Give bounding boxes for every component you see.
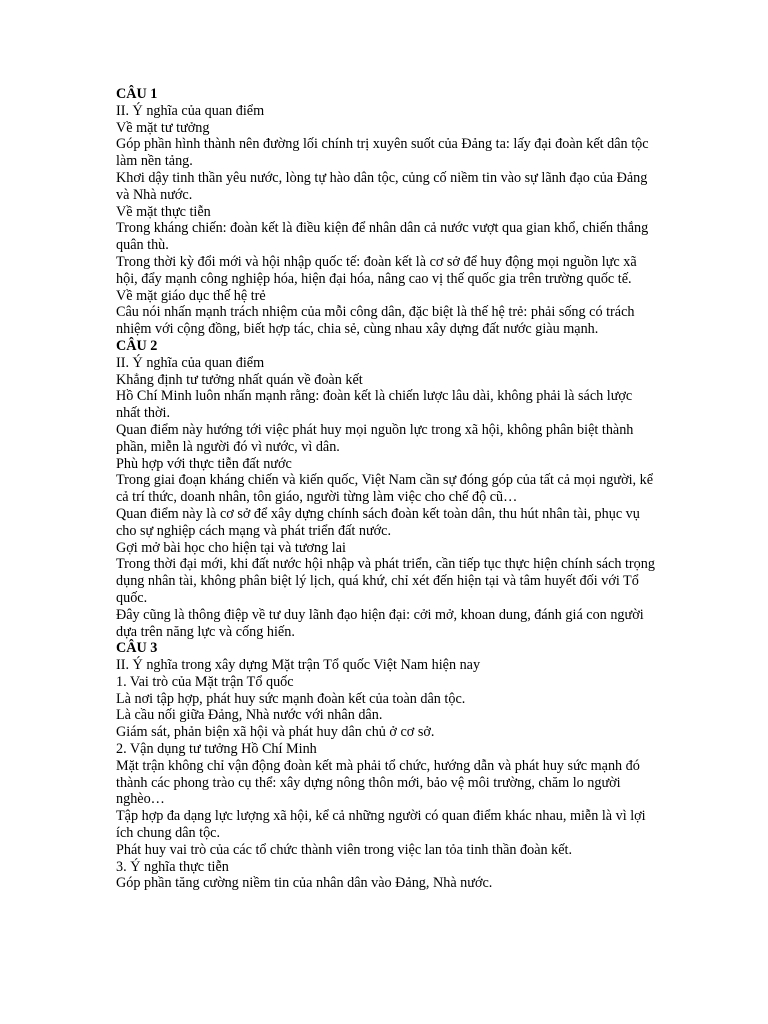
paragraph-line: Trong giai đoạn kháng chiến và kiến quốc, Việt Nam cần sự đóng góp của tất cả mọi người, kể cả trí thức, doanh nhân, tôn giáo, người từng làm việc cho chế độ cũ… [116,472,653,506]
paragraph-line: Mặt trận không chỉ vận động đoàn kết mà phải tổ chức, hướng dẫn và phát huy sức mạnh đó thành các phong trào cụ thể: xây dựng nông thôn mới, bảo vệ môi trường, chăm lo người nghèo… [116,757,640,808]
paragraph-line: Khơi dậy tinh thần yêu nước, lòng tự hào dân tộc, củng cố niềm tin vào sự lãnh đạo của Đảng và Nhà nước. [116,169,648,203]
section-heading: CÂU 2 [116,337,158,354]
document-body [116,86,656,892]
paragraph-line: Về mặt giáo dục thế hệ trẻ [116,287,266,304]
paragraph-line: Phát huy vai trò của các tổ chức thành viên trong việc lan tỏa tinh thần đoàn kết. [116,841,573,858]
paragraph-line: Giám sát, phản biện xã hội và phát huy dân chủ ở cơ sở. [116,724,435,741]
paragraph-line: Trong kháng chiến: đoàn kết là điều kiện để nhân dân cả nước vượt qua gian khổ, chiến thắng quân thù. [116,220,649,254]
paragraph-line: Về mặt tư tưởng [116,119,210,136]
paragraph-line: Quan điểm này là cơ sở để xây dựng chính sách đoàn kết toàn dân, thu hút nhân tài, phục vụ cho sự nghiệp cách mạng và phát triển đất nước. [116,505,640,539]
paragraph-line: Tập hợp đa dạng lực lượng xã hội, kể cả những người có quan điểm khác nhau, miễn là vì lợi ích chung dân tộc. [116,808,646,842]
paragraph-line: Quan điểm này hướng tới việc phát huy mọi nguồn lực trong xã hội, không phân biệt thành phần, miễn là người đó vì nước, vì dân. [116,421,634,455]
paragraph-line: II. Ý nghĩa của quan điểm [116,354,265,371]
paragraph-line: Gợi mở bài học cho hiện tại và tương lai [116,539,346,556]
paragraph-line: Là nơi tập hợp, phát huy sức mạnh đoàn kết của toàn dân tộc. [116,690,466,707]
paragraph-line: Góp phần tăng cường niềm tin của nhân dân vào Đảng, Nhà nước. [116,875,493,892]
paragraph-line: 1. Vai trò của Mặt trận Tổ quốc [116,673,294,690]
paragraph-line: Trong thời đại mới, khi đất nước hội nhập và phát triển, cần tiếp tục thực hiện chính sách trọng dụng nhân tài, không phân biệt lý lịch, quá khứ, chỉ xét đến hiện tại và tâm huyết đối với Tổ quốc. [116,556,655,606]
paragraph-line: Khẳng định tư tưởng nhất quán về đoàn kết [116,371,363,388]
paragraph-line: Câu nói nhấn mạnh trách nhiệm của mỗi công dân, đặc biệt là thế hệ trẻ: phải sống có trách nhiệm với cộng đồng, biết hợp tác, chia sẻ, cùng nhau xây dựng đất nước giàu mạnh. [116,304,635,338]
paragraph-line: 3. Ý nghĩa thực tiễn [116,858,229,875]
paragraph-line: Góp phần hình thành nên đường lối chính trị xuyên suốt của Đảng ta: lấy đại đoàn kết dân tộc làm nền tảng. [116,136,649,170]
paragraph-line: Hồ Chí Minh luôn nhấn mạnh rằng: đoàn kết là chiến lược lâu dài, không phải là sách lược nhất thời. [116,388,633,422]
section-heading: CÂU 3 [116,640,158,657]
paragraph-line: Trong thời kỳ đổi mới và hội nhập quốc tế: đoàn kết là cơ sở để huy động mọi nguồn lực xã hội, đẩy mạnh công nghiệp hóa, hiện đại hóa, nâng cao vị thế quốc gia trên trường quốc tế. [116,253,637,287]
paragraph-line: II. Ý nghĩa trong xây dựng Mặt trận Tổ quốc Việt Nam hiện nay [116,657,481,674]
paragraph-line: 2. Vận dụng tư tưởng Hồ Chí Minh [116,741,317,758]
paragraph-line: II. Ý nghĩa của quan điểm [116,102,265,119]
paragraph-line: Về mặt thực tiễn [116,203,211,220]
paragraph-line: Là cầu nối giữa Đảng, Nhà nước với nhân dân. [116,707,383,724]
paragraph-line: Phù hợp với thực tiễn đất nước [116,455,292,472]
paragraph-line: Đây cũng là thông điệp về tư duy lãnh đạo hiện đại: cởi mở, khoan dung, đánh giá con người dựa trên năng lực và cống hiến. [116,606,644,640]
section-heading: CÂU 1 [116,86,158,102]
